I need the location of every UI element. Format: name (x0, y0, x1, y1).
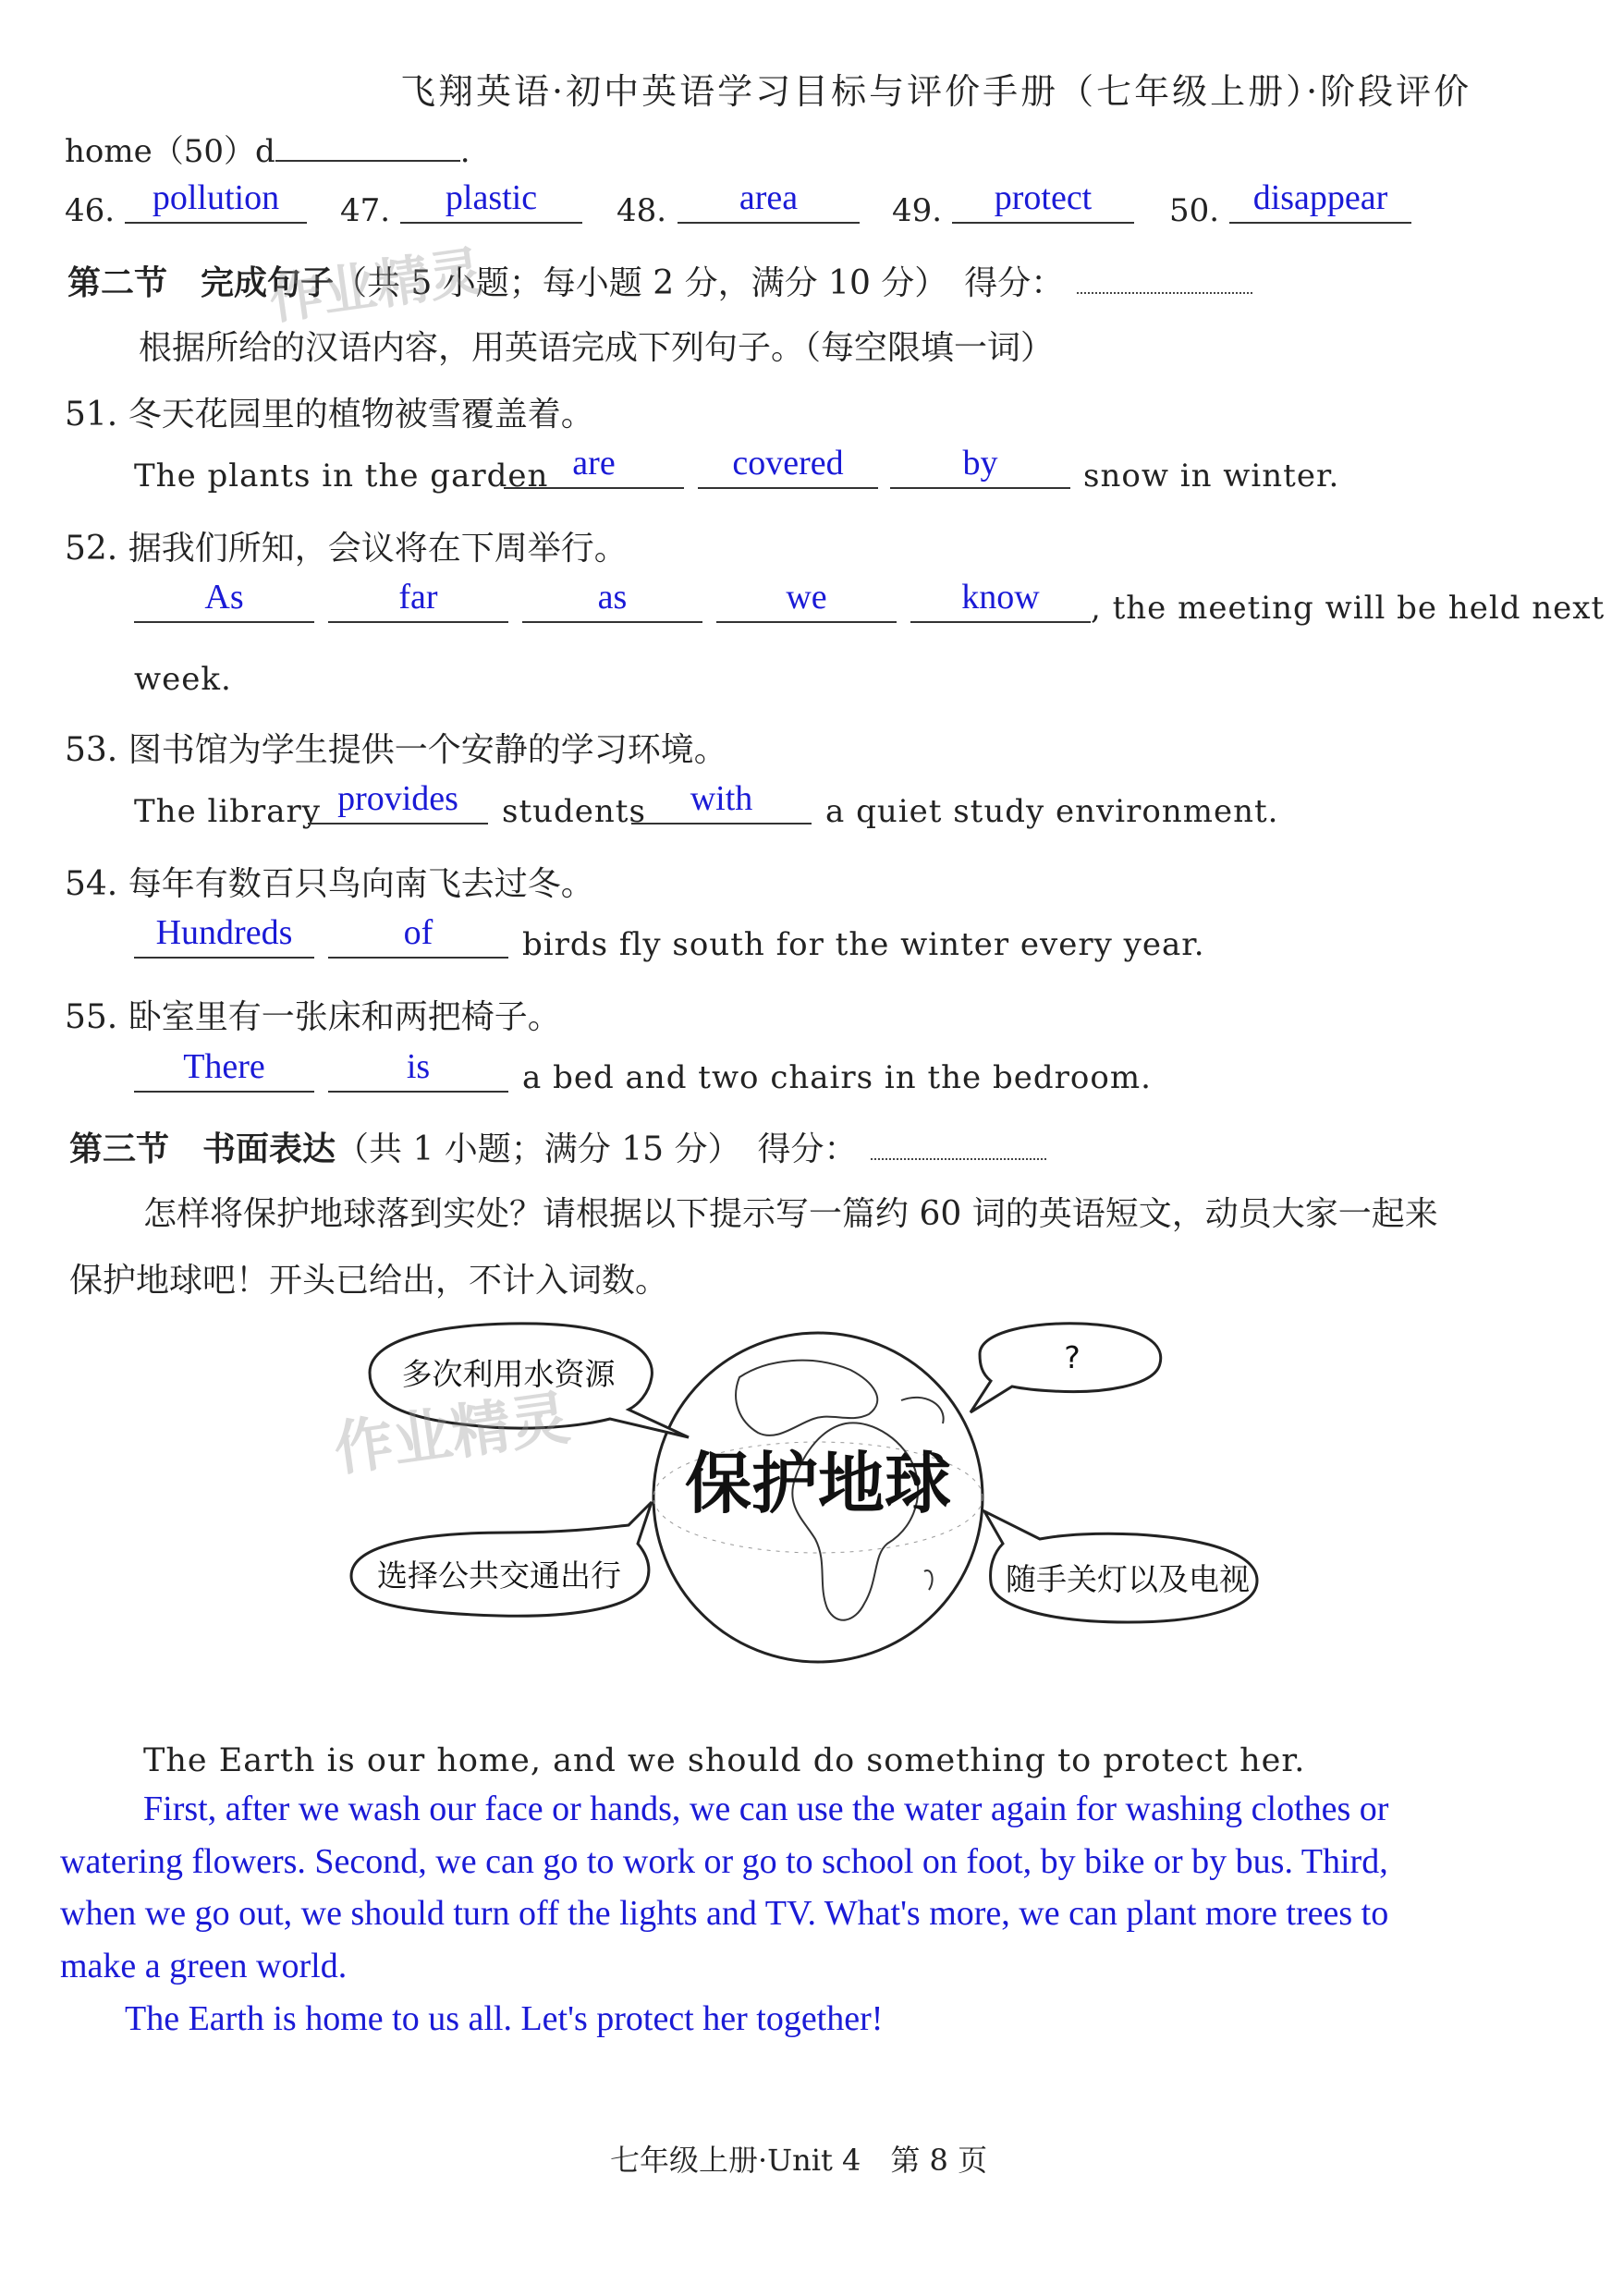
q55-post: a bed and two chairs in the bedroom. (522, 1059, 1152, 1096)
q52-blank-3: as (522, 575, 702, 623)
q52-wrap: week. (134, 661, 232, 698)
q52-prompt (65, 522, 628, 569)
q54-blank-1: Hundreds (134, 910, 314, 959)
q53-num: 53. (65, 731, 118, 769)
prev-text: home（50）d (65, 133, 275, 170)
section2-heading (67, 257, 1252, 304)
q53-mid: students (502, 793, 646, 830)
q52-blank-1: As (134, 575, 314, 623)
q54-zh: 每年有数百只鸟向南飞去过冬。 (128, 865, 594, 903)
protect-earth-figure (333, 1313, 1303, 1682)
q55-blank-2: is (328, 1044, 508, 1093)
q53-prompt (65, 724, 727, 771)
q50-num: 50. (1169, 192, 1220, 229)
bubble-text-4: 随手关灯以及电视 (1006, 1561, 1250, 1597)
q52-blank-2: far (328, 575, 508, 623)
q48-num: 48. (617, 192, 667, 229)
section2-title: 第二节 完成句子 (67, 264, 335, 302)
prev-end: . (459, 133, 470, 170)
section2-info: （共 5 小题；每小题 2 分，满分 10 分） 得分： (334, 264, 1065, 302)
page-header: 飞翔英语·初中英语学习目标与评价手册（七年级上册）·阶段评价 (400, 71, 1472, 112)
prev-question-line (65, 126, 470, 171)
q46-num: 46. (65, 192, 116, 229)
q52-zh: 据我们所知，会议将在下周举行。 (128, 530, 628, 568)
section2-instruction: 根据所给的汉语内容，用英语完成下列句子。（每空限填一词） (139, 329, 1055, 367)
q53-zh: 图书馆为学生提供一个安静的学习环境。 (128, 731, 727, 769)
q52-blank-4: we (716, 575, 897, 623)
q52-blank-5: know (910, 575, 1091, 623)
section3-instruction-2: 保护地球吧！开头已给出，不计入词数。 (69, 1262, 669, 1300)
bubble-turn-off-lights (984, 1511, 1257, 1622)
q54-post: birds fly south for the winter every year. (522, 926, 1205, 963)
q47-num: 47. (340, 192, 391, 229)
q51-blank-1: are (504, 441, 684, 489)
essay-line-2: watering flowers. Second, we can go to work or go to school on foot, by bike or by bus. Third, (60, 1842, 1388, 1881)
section3-title: 第三节 书面表达 (69, 1130, 336, 1168)
essay-opening: The Earth is our home, and we should do something to protect her. (143, 1742, 1306, 1779)
q55-prompt (65, 991, 561, 1038)
q52-num: 52. (65, 530, 118, 568)
essay-line-4: make a green world. (60, 1947, 348, 1985)
q53-blank-2: with (631, 776, 812, 825)
watermark-2: 作业精灵 (329, 1384, 574, 1485)
q52-post: , the meeting will be held next (1091, 590, 1606, 627)
q51-zh: 冬天花园里的植物被雪覆盖着。 (128, 396, 594, 434)
section2-score-line (1077, 266, 1252, 294)
bubble-public-transport (351, 1502, 652, 1616)
q55-blank-1: There (134, 1044, 314, 1093)
q54-blank-2: of (328, 910, 508, 959)
q51-blank-2: covered (698, 441, 878, 489)
q55-zh: 卧室里有一张床和两把椅子。 (128, 998, 561, 1036)
bubble-question (971, 1324, 1161, 1412)
q53-blank-1: provides (308, 776, 488, 825)
page-footer: 七年级上册·Unit 4 第 8 页 (610, 2143, 988, 2178)
q51-num: 51. (65, 396, 118, 434)
q48-answer: area (678, 176, 860, 224)
q53-pre: The library (134, 793, 322, 830)
essay-line-1: First, after we wash our face or hands, we can use the water again for washing clothes or (143, 1790, 1389, 1828)
section3-heading (69, 1123, 1046, 1170)
q47-answer: plastic (400, 176, 582, 224)
q55-num: 55. (65, 998, 118, 1036)
q51-prompt (65, 388, 594, 435)
q54-prompt (65, 858, 594, 905)
bubble-text-1: 多次利用水资源 (401, 1356, 616, 1392)
q50-answer: disappear (1229, 176, 1411, 224)
q51-post: snow in winter. (1083, 458, 1340, 495)
q46-answer: pollution (125, 176, 307, 224)
section3-info: （共 1 小题；满分 15 分） 得分： (336, 1130, 858, 1168)
q51-pre: The plants in the garden (134, 458, 549, 495)
q51-blank-3: by (890, 441, 1070, 489)
prev-blank (275, 132, 460, 162)
essay-closing: The Earth is home to us all. Let's protect her together! (125, 1999, 884, 2038)
watermark-1: 作业精灵 (265, 239, 487, 332)
q53-post: a quiet study environment. (825, 793, 1279, 830)
bubble-text-2: ? (1064, 1339, 1081, 1375)
bubble-text-3: 选择公共交通出行 (377, 1557, 621, 1594)
section3-instruction-1: 怎样将保护地球落到实处？请根据以下提示写一篇约 60 词的英语短文，动员大家一起来 (143, 1195, 1438, 1233)
section3-score-line (871, 1132, 1046, 1160)
figure-center-text: 保护地球 (684, 1445, 952, 1522)
q49-num: 49. (892, 192, 943, 229)
q54-num: 54. (65, 865, 118, 903)
essay-line-3: when we go out, we should turn off the lights and TV. What's more, we can plant more trees to (60, 1894, 1389, 1933)
q49-answer: protect (952, 176, 1134, 224)
